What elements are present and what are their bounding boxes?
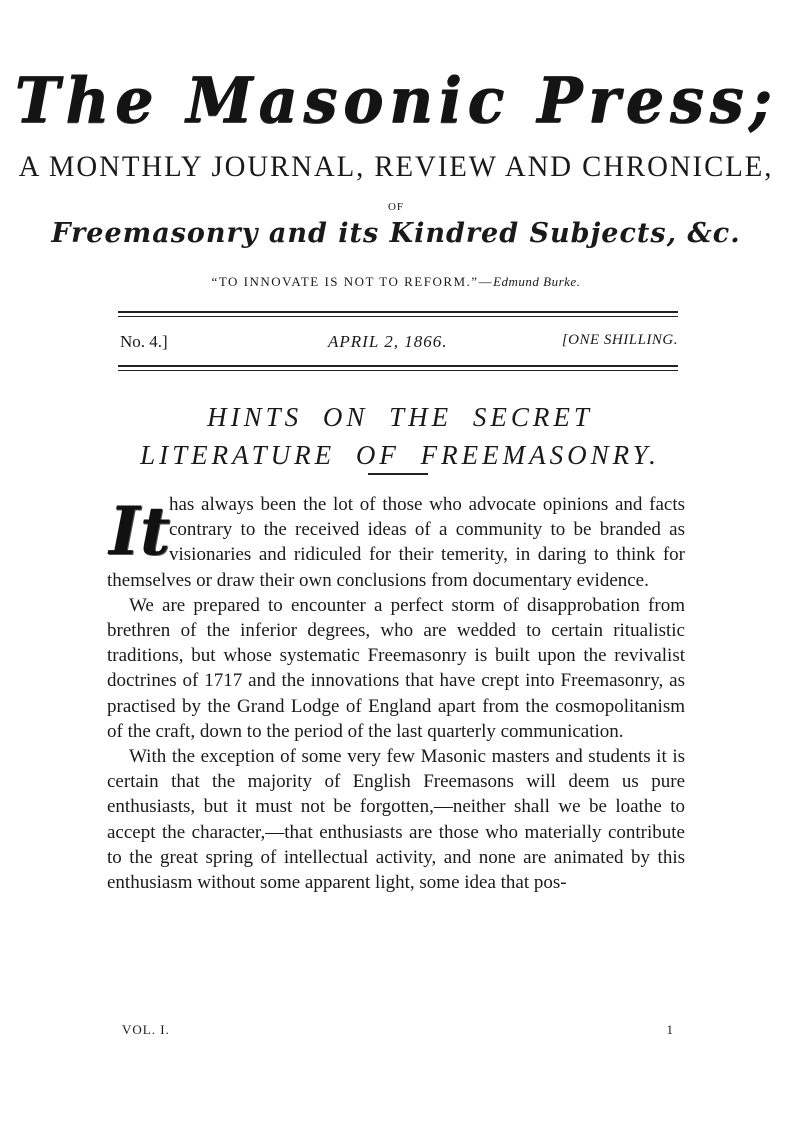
issue-line (118, 332, 678, 356)
drop-cap: It (109, 492, 171, 570)
signature-mark: 1 (666, 1022, 674, 1037)
header-rule-bottom (118, 365, 678, 367)
masthead-of: OF (387, 201, 405, 213)
issue-number: No. 4.] (120, 332, 168, 351)
motto-author: Edmund Burke. (493, 274, 581, 289)
issue-date: APRIL 2, 1866. (328, 332, 448, 351)
motto (0, 274, 792, 290)
paragraph-3: With the exception of some very few Masonic masters and students it is certain that the majority of English Freemasons will deem us pure enthusiasts, but it must not be forgotten,—neither shall we be loathe to accept the character,—that enthusiasts are those who materially contribute to the great spring of intellectual activity, and none are animated by this enthusiasm without some apparent light, some idea that pos- (107, 746, 685, 894)
paragraph-1-text: has always been the lot of those who advocate opinions and facts contrary to the received ideas of a community to be branded as visionaries and ridiculed for their temerity, in daring to think for themselves or draw their own conclusions from documentary evidence. (107, 494, 685, 591)
paragraph-2: We are prepared to encounter a perfect storm of disapprobation from brethren of the inferior degrees, who are wedded to certain ritualistic traditions, but whose systematic Freemasonry is built upon the revivalist doctrines of 1717 and the innovations that have crept into Freemasonry, as practised by the Grand Lodge of England apart from the cosmopolitanism of the craft, down to the period of the last quarterly communication. (107, 594, 685, 742)
header-rule-bottom-thin (118, 370, 678, 371)
page-footer (118, 1022, 678, 1040)
motto-quote: “TO INNOVATE IS NOT TO REFORM.”— (211, 274, 494, 289)
header-rule-top (118, 311, 678, 313)
title-rule (368, 473, 428, 475)
masthead-title: The Masonic Press; (14, 64, 778, 138)
header-rule-top-thin (118, 316, 678, 317)
masthead-subjects: Freemasonry and its Kindred Subjects, &c. (51, 218, 741, 249)
article-title: HINTS ON THE SECRET LITERATURE OF FREEMASONRY. (140, 402, 660, 470)
issue-price: [ONE SHILLING. (561, 332, 678, 348)
article-body (107, 492, 685, 895)
volume-label: VOL. I. (122, 1022, 170, 1037)
paragraph-1 (107, 492, 685, 593)
masthead-subtitle: A MONTHLY JOURNAL, REVIEW AND CHRONICLE, (18, 150, 774, 183)
